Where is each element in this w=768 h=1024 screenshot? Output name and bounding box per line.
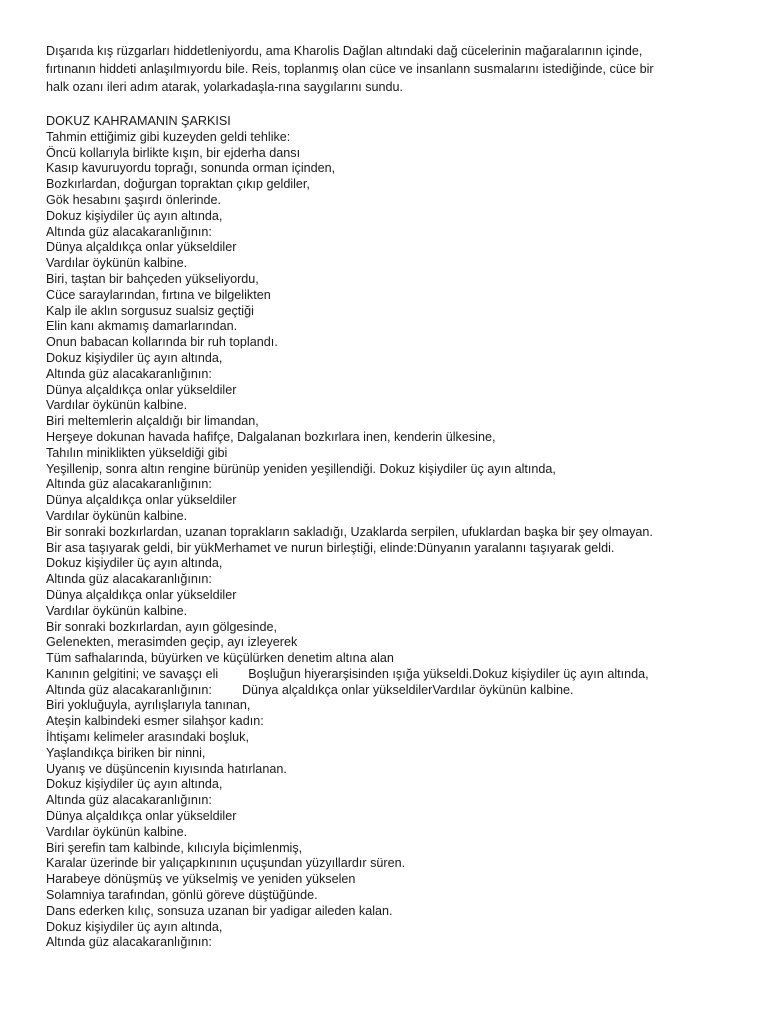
poem-line: Kalp ile aklın sorgusuz sualsiz geçtiği	[46, 303, 254, 318]
poem-body	[46, 130, 746, 951]
document-page	[46, 42, 746, 951]
intro-line: halk ozanı ileri adım atarak, yolarkadaşla-rına saygılarını sundu.	[46, 80, 404, 94]
poem-line: Elin kanı akmamış damarlarından.	[46, 319, 238, 334]
poem-line: Dünya alçaldıkça onlar yükseldiler	[46, 382, 237, 397]
poem-line: Biri, taştan bir bahçeden yükseliyordu,	[46, 271, 259, 286]
poem-line: Altında güz alacakaranlığının:	[46, 366, 212, 381]
poem-line: Yaşlandıkça biriken bir ninni,	[46, 745, 206, 760]
poem-line-segment: Boşluğun hiyerarşisinden ışığa yükseldi.Dokuz kişiydiler üç ayın altında,	[248, 666, 649, 681]
poem-line: Harabeye dönüşmüş ve yükselmiş ve yeniden yükselen	[46, 872, 356, 887]
poem-line	[46, 683, 746, 699]
poem-line: Dokuz kişiydiler üç ayın altında,	[46, 350, 223, 365]
poem-line: Solamniya tarafından, gönlü göreve düştüğünde.	[46, 888, 318, 903]
poem-line	[46, 667, 746, 683]
poem-title: DOKUZ KAHRAMANIN ŞARKISI	[46, 114, 231, 128]
poem-line: Dokuz kişiydiler üç ayın altında,	[46, 919, 223, 934]
poem-line: Biri yokluğuyla, ayrılışlarıyla tanınan,	[46, 698, 251, 713]
poem-line: Karalar üzerinde bir yalıçapkınının uçuşundan yüzyıllardır süren.	[46, 856, 406, 871]
poem-line: Vardılar öykünün kalbine.	[46, 603, 188, 618]
poem-line-segment: Altında güz alacakaranlığının:	[46, 682, 212, 697]
poem-line: Altında güz alacakaranlığının:	[46, 572, 212, 587]
poem-line: Tahılın miniklikten yükseldiği gibi	[46, 445, 228, 460]
poem-line: Herşeye dokunan havada hafifçe, Dalgalanan bozkırlara inen, kenderin ülkesine,	[46, 429, 496, 444]
poem-line: Vardılar öykünün kalbine.	[46, 256, 188, 271]
poem-line-segment: Kanının gelgitini; ve savaşçı eli	[46, 666, 219, 681]
poem-line-segment: Dünya alçaldıkça onlar yükseldilerVardılar öykünün kalbine.	[241, 682, 574, 697]
poem-line: Dokuz kişiydiler üç ayın altında,	[46, 777, 223, 792]
poem-line: Dünya alçaldıkça onlar yükseldiler	[46, 240, 237, 255]
poem-line: Vardılar öykünün kalbine.	[46, 398, 188, 413]
poem-line: Bir sonraki bozkırlardan, uzanan toprakların sakladığı, Uzaklarda serpilen, ufuklardan başka bir şey olmayan.	[46, 524, 653, 539]
poem-line: Bir sonraki bozkırlardan, ayın gölgesinde,	[46, 619, 278, 634]
intro-paragraph	[46, 42, 746, 96]
poem-line: Altında güz alacakaranlığının:	[46, 477, 212, 492]
poem-line: Dünya alçaldıkça onlar yükseldiler	[46, 493, 237, 508]
poem-line: Altında güz alacakaranlığının:	[46, 935, 212, 950]
poem-line: Altında güz alacakaranlığının:	[46, 793, 212, 808]
poem-line: Dokuz kişiydiler üç ayın altında,	[46, 208, 223, 223]
poem-line: Ateşin kalbindeki esmer silahşor kadın:	[46, 714, 264, 729]
poem-line: Tahmin ettiğimiz gibi kuzeyden geldi tehlike:	[46, 129, 291, 144]
poem-line: Vardılar öykünün kalbine.	[46, 508, 188, 523]
poem-line: Gök hesabını şaşırdı önlerinde.	[46, 192, 222, 207]
poem-line: Dans ederken kılıç, sonsuza uzanan bir yadigar aileden kalan.	[46, 903, 393, 918]
poem-line: Bir asa taşıyarak geldi, bir yükMerhamet ve nurun birleştiği, elinde:Dünyanın yaralannı taşıyarak geldi.	[46, 540, 615, 555]
intro-line: Dışarıda kış rüzgarları hiddetleniyordu, ama Kharolis Dağlan altındaki dağ cücelerinin mağaralarının içinde,	[46, 44, 643, 58]
poem-line: Biri meltemlerin alçaldığı bir limandan,	[46, 414, 259, 429]
intro-line: fırtınanın hiddeti anlaşılmıyordu bile. Reis, toplanmış olan cüce ve insanlann susmalarını istediğinde, cüce bir	[46, 62, 654, 76]
poem-line: Cüce saraylarından, fırtına ve bilgelikten	[46, 287, 271, 302]
poem-line: Biri şerefin tam kalbinde, kılıcıyla biçimlenmiş,	[46, 840, 303, 855]
poem-line: Yeşillenip, sonra altın rengine bürünüp yeniden yeşillendiği. Dokuz kişiydiler üç ayın altında,	[46, 461, 556, 476]
poem-line: Dokuz kişiydiler üç ayın altında,	[46, 556, 223, 571]
poem-line: Kasıp kavuruyordu toprağı, sonunda orman içinden,	[46, 161, 336, 176]
poem-line: Onun babacan kollarında bir ruh toplandı.	[46, 335, 278, 350]
poem-line: Dünya alçaldıkça onlar yükseldiler	[46, 587, 237, 602]
poem-line: Dünya alçaldıkça onlar yükseldiler	[46, 809, 237, 824]
poem-line: Bozkırlardan, doğurgan topraktan çıkıp geldiler,	[46, 177, 310, 192]
poem-line: Vardılar öykünün kalbine.	[46, 824, 188, 839]
poem-line: Gelenekten, merasimden geçip, ayı izleyerek	[46, 635, 298, 650]
poem-line: Öncü kollarıyla birlikte kışın, bir ejderha dansı	[46, 145, 301, 160]
poem-line: Tüm safhalarında, büyürken ve küçülürken denetim altına alan	[46, 651, 394, 666]
poem-line: Altında güz alacakaranlığının:	[46, 224, 212, 239]
poem-line: İhtişamı kelimeler arasındaki boşluk,	[46, 730, 249, 745]
poem-line: Uyanış ve düşüncenin kıyısında hatırlanan.	[46, 761, 287, 776]
